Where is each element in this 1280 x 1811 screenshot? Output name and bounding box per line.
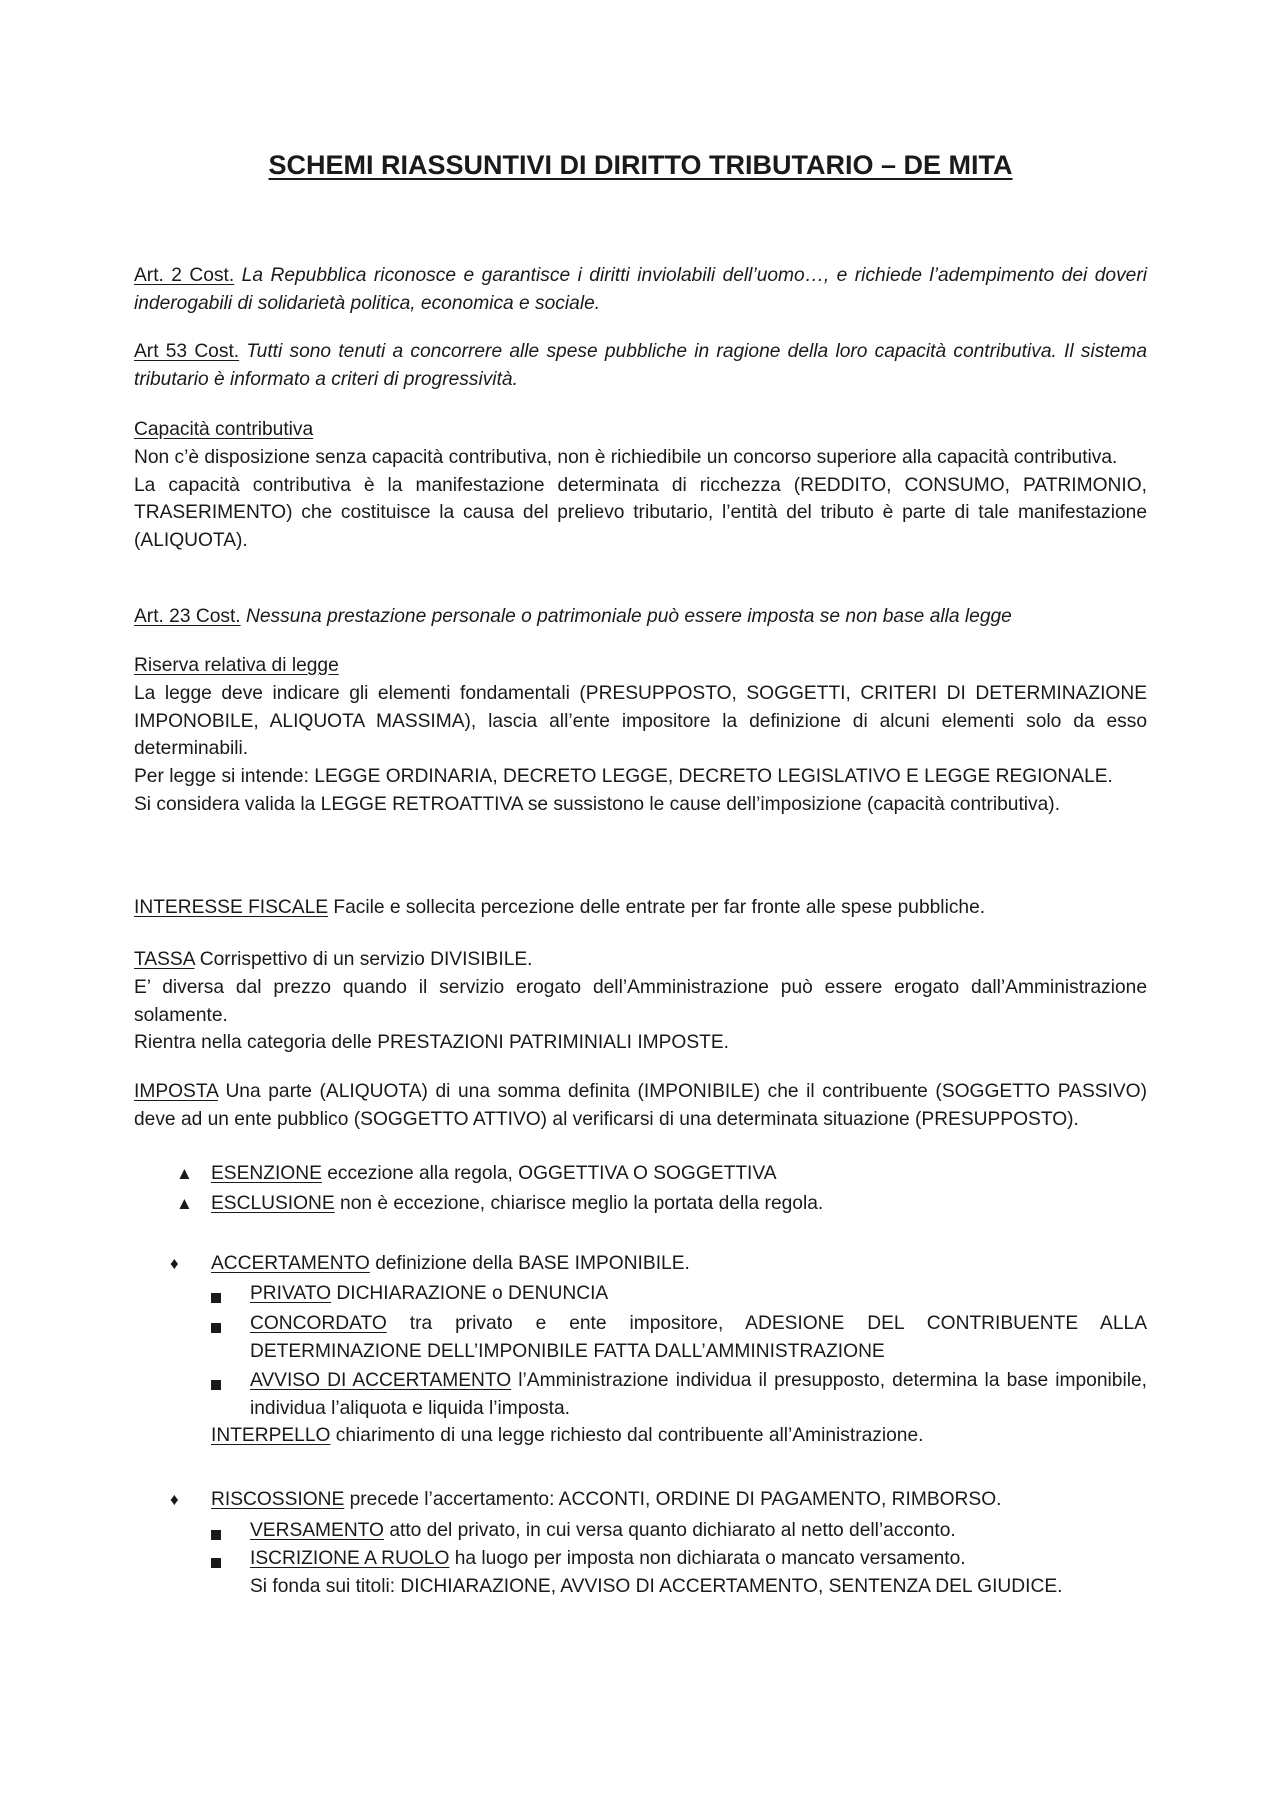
riscossione-item	[211, 1486, 1001, 1514]
art-2-label: Art. 2 Cost.	[134, 265, 235, 286]
imposta-paragraph	[134, 1078, 1147, 1134]
riserva-section	[134, 652, 1147, 819]
riserva-p3: Si considera valida la LEGGE RETROATTIVA se sussistono le cause dell’imposizione (capacità contributiva).	[134, 793, 1061, 815]
concordato-item	[250, 1310, 1147, 1366]
capacita-p2: La capacità contributiva è la manifestazione determinata di ricchezza (REDDITO, CONSUMO, PATRIMONIO, TRASERIMENTO) che costituisce la causa del prelievo tributario, l’entità del tributo è parte di tale manifestazione (ALIQUOTA).	[134, 474, 1147, 552]
privato-item	[250, 1280, 1147, 1308]
diamond-bullet-icon: ♦	[170, 1490, 179, 1509]
versamento-item	[250, 1517, 1147, 1545]
square-bullet-icon	[211, 1293, 221, 1303]
square-bullet-icon	[211, 1558, 221, 1568]
riserva-heading: Riserva relativa di legge	[134, 655, 339, 676]
riscossione-label: RISCOSSIONE	[211, 1489, 345, 1510]
concordato-label: CONCORDATO	[250, 1313, 387, 1334]
riserva-p1: La legge deve indicare gli elementi fondamentali (PRESUPPOSTO, SOGGETTI, CRITERI DI DETERMINAZIONE IMPONOBILE, ALIQUOTA MASSIMA), lascia all’ente impositore la definizione di alcuni elementi solo da esso determinabili.	[134, 682, 1147, 760]
imposta-text: Una parte (ALIQUOTA) di una somma definita (IMPONIBILE) che il contribuente (SOGGETTO PASSIVO) deve ad un ente pubblico (SOGGETTO ATTIVO) al verificarsi di una determinata situazione (PRESUPPOSTO).	[134, 1081, 1147, 1130]
square-bullet-icon	[211, 1530, 221, 1540]
art-23-text: Nessuna prestazione personale o patrimoniale può essere imposta se non base alla legge	[245, 606, 1012, 627]
interesse-text: Facile e sollecita percezione delle entrate per far fronte alle spese pubbliche.	[333, 897, 986, 918]
document-title: SCHEMI RIASSUNTIVI DI DIRITTO TRIBUTARIO – DE MITA	[268, 150, 1013, 180]
accertamento-label: ACCERTAMENTO	[211, 1253, 370, 1274]
esenzione-text: eccezione alla regola, OGGETTIVA O SOGGETTIVA	[327, 1163, 777, 1184]
art-23-label: Art. 23 Cost.	[134, 606, 241, 627]
tassa-label: TASSA	[134, 949, 195, 970]
art-53-paragraph	[134, 338, 1147, 394]
interesse-paragraph	[134, 894, 1147, 922]
tassa-section	[134, 946, 1147, 1057]
privato-text: DICHIARAZIONE o DENUNCIA	[336, 1283, 609, 1304]
square-bullet-icon	[211, 1323, 221, 1333]
art-2-text: La Repubblica riconosce e garantisce i diritti inviolabili dell’uomo…, e richiede l’adempimento dei doveri inderogabili di solidarietà politica, economica e sociale.	[134, 265, 1147, 314]
avviso-text: l’Amministrazione individua il presupposto, determina la base imponibile, individua l’aliquota e liquida l’imposta.	[250, 1370, 1147, 1419]
art-23-paragraph	[134, 603, 1147, 631]
art-53-label: Art 53 Cost.	[134, 341, 240, 362]
avviso-item	[250, 1367, 1147, 1423]
diamond-bullet-icon: ♦	[170, 1254, 179, 1273]
tassa-text: Corrispettivo di un servizio DIVISIBILE.	[199, 949, 533, 970]
esenzione-item	[211, 1160, 777, 1188]
esenzione-label: ESENZIONE	[211, 1163, 322, 1184]
capacita-section	[134, 416, 1147, 555]
riscossione-note: Si fonda sui titoli: DICHIARAZIONE, AVVISO DI ACCERTAMENTO, SENTENZA DEL GIUDICE.	[250, 1576, 1063, 1597]
esclusione-label: ESCLUSIONE	[211, 1193, 335, 1214]
interpello-text: chiarimento di una legge richiesto dal contribuente all’Aministrazione.	[335, 1425, 924, 1446]
interesse-label: INTERESSE FISCALE	[134, 897, 329, 918]
interpello-item	[211, 1422, 1147, 1450]
art-2-paragraph	[134, 262, 1147, 318]
esclusione-text: non è eccezione, chiarisce meglio la portata della regola.	[340, 1193, 824, 1214]
riserva-p2: Per legge si intende: LEGGE ORDINARIA, DECRETO LEGGE, DECRETO LEGISLATIVO E LEGGE REGIONALE.	[134, 766, 1113, 788]
art-53-text: Tutti sono tenuti a concorrere alle spese pubbliche in ragione della loro capacità contributiva. Il sistema tributario è informato a criteri di progressività.	[134, 341, 1147, 390]
concordato-text: tra privato e ente impositore, ADESIONE DEL CONTRIBUENTE ALLA DETERMINAZIONE DELL’IMPONIBILE FATTA DALL’AMMINISTRAZIONE	[250, 1313, 1147, 1362]
iscrizione-label: ISCRIZIONE A RUOLO	[250, 1548, 450, 1569]
capacita-p1: Non c’è disposizione senza capacità contributiva, non è richiedibile un concorso superiore alla capacità contributiva.	[134, 446, 1118, 468]
versamento-label: VERSAMENTO	[250, 1520, 384, 1541]
accertamento-text: definizione della BASE IMPONIBILE.	[375, 1253, 690, 1274]
versamento-text: atto del privato, in cui versa quanto dichiarato al netto dell’acconto.	[389, 1520, 956, 1541]
iscrizione-item	[250, 1545, 1147, 1573]
esclusione-item	[211, 1190, 823, 1218]
interpello-label: INTERPELLO	[211, 1425, 331, 1446]
triangle-bullet-icon: ▲	[176, 1194, 193, 1213]
square-bullet-icon	[211, 1380, 221, 1390]
imposta-label: IMPOSTA	[134, 1081, 218, 1102]
accertamento-item	[211, 1250, 690, 1278]
triangle-bullet-icon: ▲	[176, 1164, 193, 1183]
riscossione-text: precede l’accertamento: ACCONTI, ORDINE DI PAGAMENTO, RIMBORSO.	[349, 1489, 1002, 1510]
iscrizione-text: ha luogo per imposta non dichiarata o mancato versamento.	[454, 1548, 966, 1569]
tassa-p2: E’ diversa dal prezzo quando il servizio erogato dell’Amministrazione può essere erogato dall’Amministrazione solamente.	[134, 976, 1147, 1026]
avviso-label: AVVISO DI ACCERTAMENTO	[250, 1370, 512, 1391]
privato-label: PRIVATO	[250, 1283, 332, 1304]
capacita-heading: Capacità contributiva	[134, 419, 314, 440]
tassa-p3: Rientra nella categoria delle PRESTAZIONI PATRIMINIALI IMPOSTE.	[134, 1032, 729, 1054]
